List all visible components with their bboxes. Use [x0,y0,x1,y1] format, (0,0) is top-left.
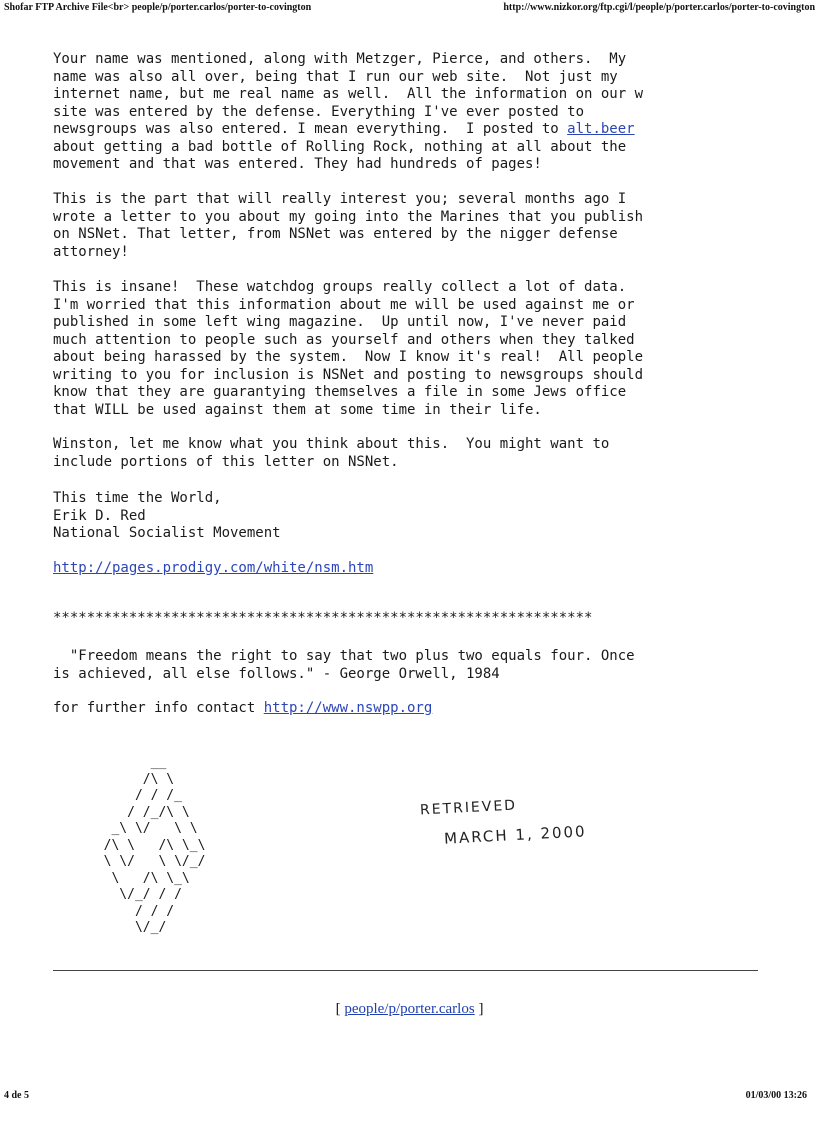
contact-url-link[interactable]: http://www.nswpp.org [263,700,433,716]
orwell-quote: "Freedom means the right to say that two plus two equals four. Once is achieved, all else follows." - George Orwell, 1984 [53,648,635,682]
archive-nav [0,1001,819,1018]
browser-print-header-title: Shofar FTP Archive File<br> people/p/porter.carlos/porter-to-covington [4,2,312,13]
letter-paragraph-3: This is insane! These watchdog groups really collect a lot of data. I'm worried that this information about me will be used against me or published in some left wing magazine. Up until now, I've never paid much attention to people such as yourself and others when they talked about being harassed by the system. Now I know it's real! All people writing to you for inclusion is NSNet and posting to newsgroups should know that they are guarantying themselves a file in some Jews office that WILL be used against them at some time in their life. [53,279,644,418]
nav-directory-link[interactable]: people/p/porter.carlos [344,1001,475,1017]
letter-paragraph-1 [53,51,643,174]
browser-print-header-url: http://www.nizkor.org/ftp.cgi/l/people/p/porter.carlos/porter-to-covington [503,2,815,13]
alt-beer-link[interactable]: alt.beer [567,121,635,137]
signature-url-link[interactable]: http://pages.prodigy.com/white/nsm.htm [53,560,374,576]
horizontal-rule [53,970,758,971]
handwritten-date: MARCH 1, 2000 [443,822,588,848]
handwritten-retrieved: RETRIEVED [419,797,518,819]
paragraph-1-text-end: about getting a bad bottle of Rolling Rock, nothing at all about the movement and that was entered. They had hundreds of pages! [53,138,627,172]
letter-signature: This time the World, Erik D. Red National Socialist Movement [53,490,281,541]
contact-line [53,700,432,718]
letter-paragraph-2: This is the part that will really interest you; several months ago I wrote a letter to you about my going into the Marines that you publish on NSNet. That letter, from NSNet was entered by the nigger defense attorney! [53,191,644,260]
asterisk-separator: **************************************************************** [53,610,593,626]
signature-url-paragraph [53,560,373,578]
nav-open-bracket: [ [335,1001,345,1017]
paragraph-1-text-start: Your name was mentioned, along with Metzger, Pierce, and others. My name was also all over, being that I run our web site. Not just my internet name, but me real name as well. All the information on our w site was entered by the defense. Everything I've ever posted to newsgroups was also entered. I mean everything. I posted to [53,51,644,137]
nav-close-bracket: ] [474,1001,484,1017]
print-timestamp: 01/03/00 13:26 [745,1090,807,1101]
ascii-art-emblem: __ /\ \ / / /_ / /_/\ \ _\ \/ \ \ /\ \ /\ \_\ \ \/ \ \/_/ \ /\ \_\ \/_/ / / / / / \/_/ [103,755,206,935]
page-number: 4 de 5 [4,1090,29,1101]
contact-label: for further info contact [53,700,264,716]
letter-paragraph-4: Winston, let me know what you think about this. You might want to include portions of this letter on NSNet. [53,436,610,470]
